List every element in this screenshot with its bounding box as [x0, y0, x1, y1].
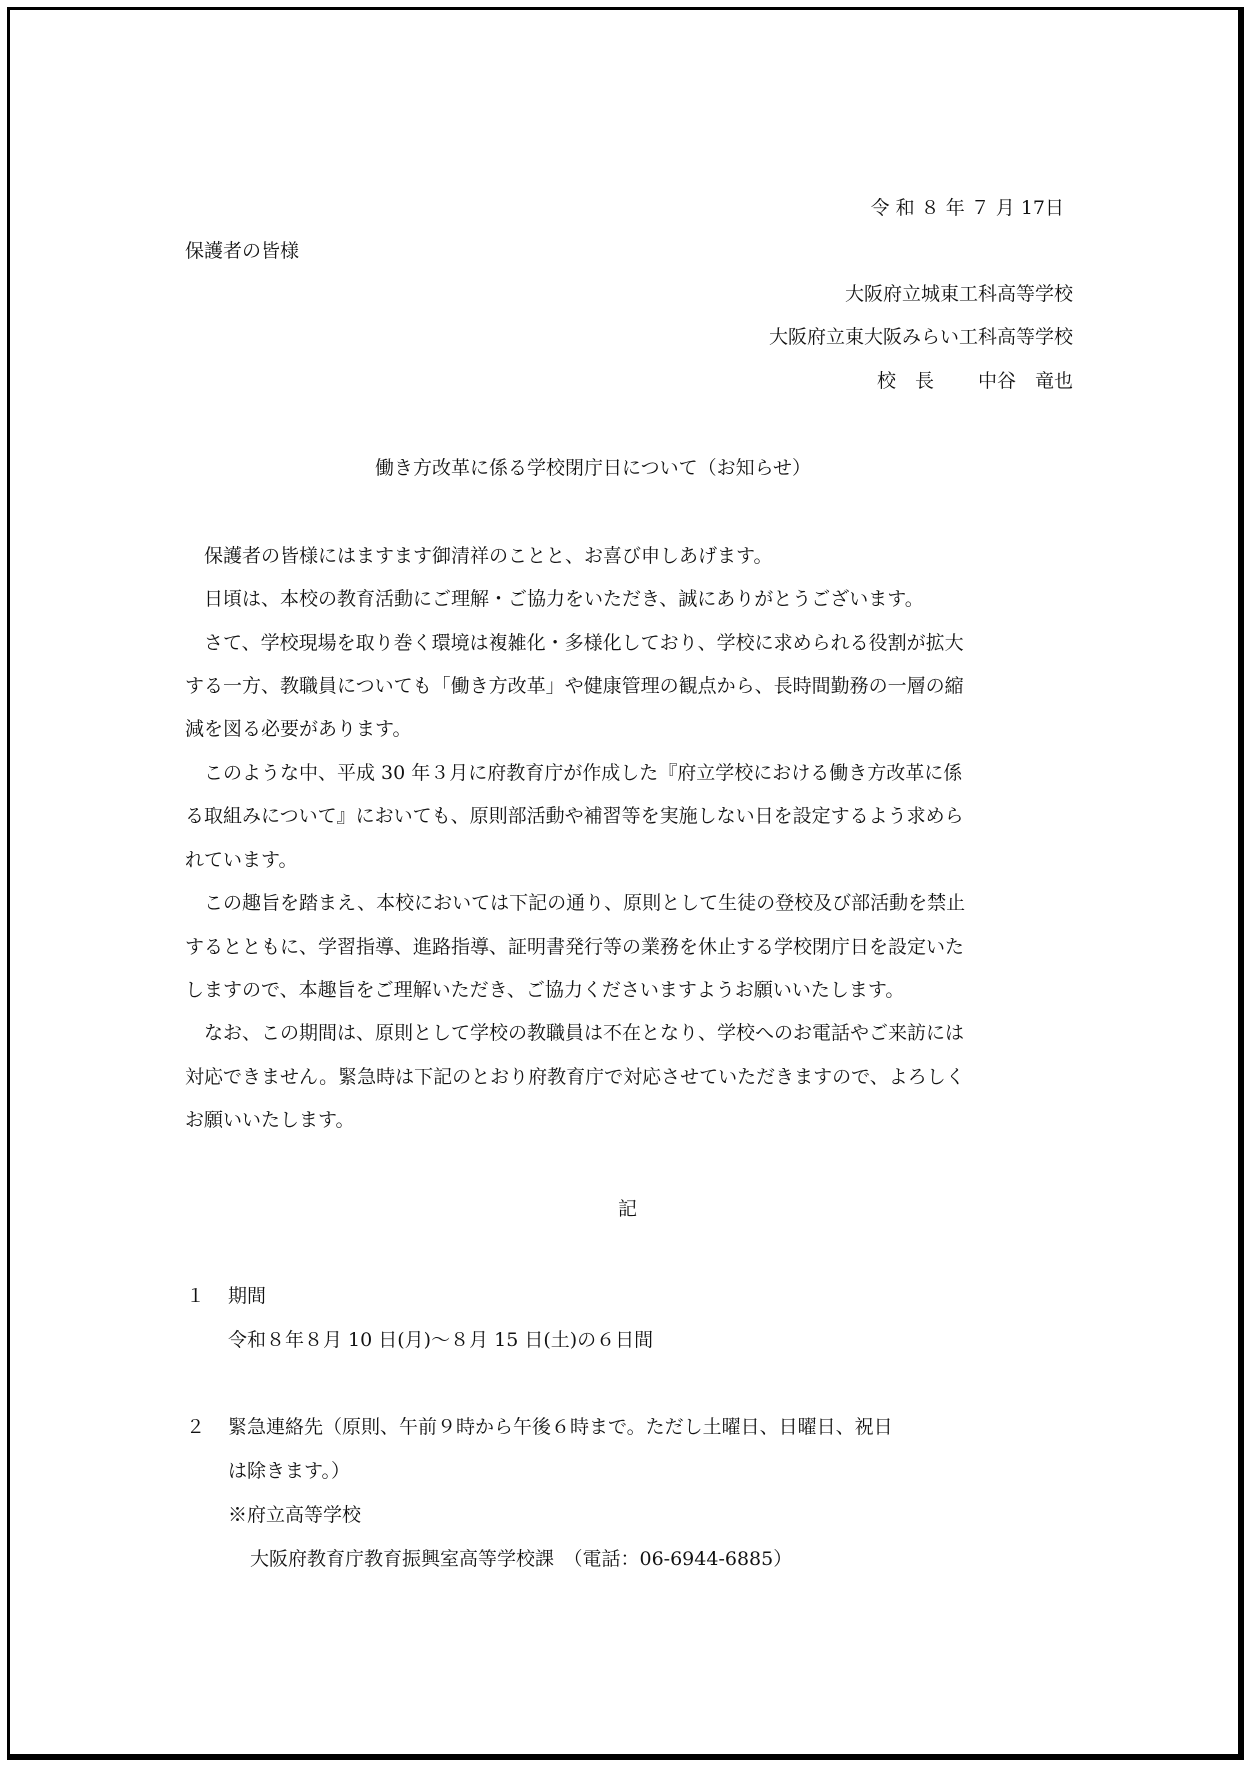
- document-date: 令 和 ８ 年 ７ 月 17日: [870, 197, 1064, 219]
- body-line: お願いいたします。: [185, 1109, 355, 1131]
- item-1-heading: 期間: [228, 1285, 267, 1307]
- body-line: れています。: [185, 849, 298, 871]
- item-1-detail: 令和８年８月 10 日(月)～８月 15 日(土)の６日間: [228, 1329, 654, 1351]
- item-2-heading-cont: は除きます。）: [228, 1460, 350, 1482]
- body-line: するとともに、学習指導、進路指導、証明書発行等の業務を休止する学校閉庁日を設定いた: [185, 936, 965, 958]
- body-line: 日頃は、本校の教育活動にご理解・ご協力をいただき、誠にありがとうございます。: [185, 588, 924, 610]
- body-line: この趣旨を踏まえ、本校においては下記の通り、原則として生徒の登校及び部活動を禁止: [185, 892, 966, 914]
- item-2-number: ２: [186, 1416, 206, 1438]
- body-line: 減を図る必要があります。: [185, 718, 412, 740]
- sender-school-1: 大阪府立城東工科高等学校: [844, 283, 1073, 305]
- item-1-number: １: [186, 1285, 206, 1307]
- body-line: る取組みについて』においても、原則部活動や補習等を実施しない日を設定するよう求めら: [185, 805, 964, 827]
- page-frame: [7, 7, 1244, 1760]
- ki-heading: 記: [618, 1198, 638, 1220]
- document-title: 働き方改革に係る学校閉庁日について（お知らせ）: [375, 457, 812, 479]
- body-line: しますので、本趣旨をご理解いただき、ご協力くださいますようお願いいたします。: [185, 979, 905, 1001]
- body-line: このような中、平成 30 年３月に府教育庁が作成した『府立学校における働き方改革に係: [185, 762, 963, 784]
- item-2-note: ※府立高等学校: [228, 1504, 362, 1526]
- body-line: なお、この期間は、原則として学校の教職員は不在となり、学校へのお電話やご来訪には: [185, 1022, 965, 1044]
- body-line: 保護者の皆様にはますます御清祥のことと、お喜び申しあげます。: [185, 545, 773, 567]
- recipient: 保護者の皆様: [185, 240, 300, 262]
- body-line: さて、学校現場を取り巻く環境は複雑化・多様化しており、学校に求められる役割が拡大: [185, 632, 964, 654]
- item-2-contact: 大阪府教育庁教育振興室高等学校課 （電話：06-6944-6885）: [250, 1548, 793, 1570]
- body-line: する一方、教職員についても「働き方改革」や健康管理の観点から、長時間勤務の一層の縮: [185, 675, 964, 697]
- item-2-heading: 緊急連絡先（原則、午前９時から午後６時まで。ただし土曜日、日曜日、祝日: [228, 1416, 893, 1438]
- sender-school-2: 大阪府立東大阪みらい工科高等学校: [768, 326, 1073, 348]
- sender-principal: 校 長 中谷 竜也: [876, 370, 1073, 392]
- body-line: 対応できません。緊急時は下記のとおり府教育庁で対応させていただきますので、よろしく: [185, 1066, 965, 1088]
